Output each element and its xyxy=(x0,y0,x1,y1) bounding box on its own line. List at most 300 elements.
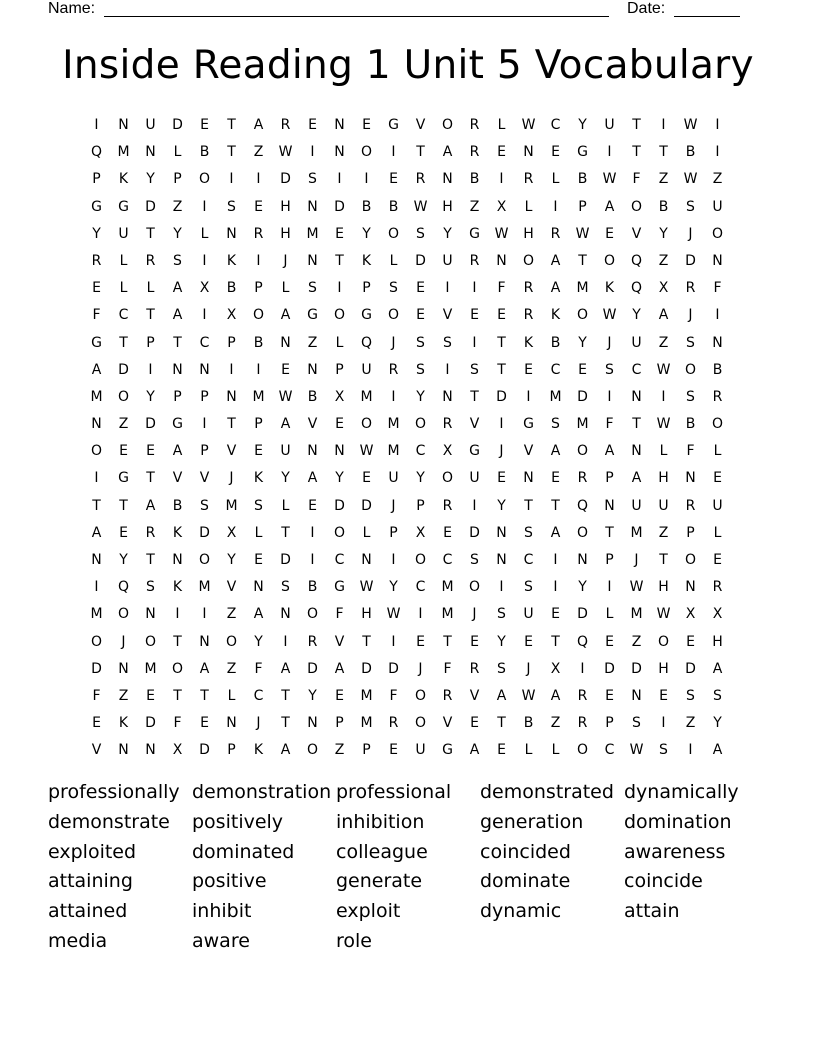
grid-letter[interactable]: I xyxy=(607,388,612,405)
grid-letter[interactable]: S xyxy=(416,361,425,378)
grid-letter[interactable]: V xyxy=(226,579,237,596)
grid-letter[interactable]: E xyxy=(605,225,614,242)
grid-letter[interactable]: A xyxy=(631,470,642,487)
grid-letter[interactable]: R xyxy=(577,715,588,732)
grid-letter[interactable]: W xyxy=(656,606,671,623)
grid-letter[interactable]: A xyxy=(550,524,561,541)
grid-letter[interactable]: R xyxy=(523,280,534,297)
grid-letter[interactable]: P xyxy=(416,497,425,514)
grid-letter[interactable]: T xyxy=(119,334,128,351)
grid-letter[interactable]: V xyxy=(307,416,318,433)
grid-letter[interactable]: X xyxy=(334,388,345,405)
grid-letter[interactable]: G xyxy=(172,416,183,433)
grid-letter[interactable]: Q xyxy=(576,633,589,650)
grid-letter[interactable]: B xyxy=(658,198,669,215)
grid-letter[interactable]: E xyxy=(524,361,533,378)
grid-letter[interactable]: F xyxy=(92,687,101,704)
grid-letter[interactable]: R xyxy=(145,524,156,541)
grid-letter[interactable]: S xyxy=(713,687,722,704)
grid-letter[interactable]: K xyxy=(172,579,183,596)
grid-letter[interactable]: U xyxy=(442,252,453,269)
grid-letter[interactable]: W xyxy=(521,117,536,133)
grid-letter[interactable]: A xyxy=(550,687,561,704)
grid-letter[interactable]: R xyxy=(469,252,480,269)
grid-letter[interactable]: E xyxy=(551,144,560,161)
grid-letter[interactable]: A xyxy=(712,742,723,759)
grid-letter[interactable]: A xyxy=(334,660,345,677)
grid-letter[interactable]: T xyxy=(92,497,101,514)
grid-letter[interactable]: U xyxy=(631,334,642,351)
grid-letter[interactable]: T xyxy=(281,687,290,704)
grid-letter[interactable]: I xyxy=(499,171,504,188)
grid-letter[interactable]: F xyxy=(173,715,182,732)
grid-letter[interactable]: O xyxy=(198,171,211,188)
grid-letter[interactable]: Z xyxy=(334,742,345,759)
grid-letter[interactable]: O xyxy=(252,307,265,324)
grid-letter[interactable]: O xyxy=(198,552,211,568)
grid-letter[interactable]: R xyxy=(469,144,480,161)
grid-letter[interactable]: D xyxy=(172,117,183,133)
grid-letter[interactable]: D xyxy=(361,497,372,514)
grid-letter[interactable]: N xyxy=(361,552,372,568)
grid-letter[interactable]: F xyxy=(497,280,506,297)
grid-letter[interactable]: I xyxy=(364,171,369,188)
grid-letter[interactable]: T xyxy=(416,144,425,161)
grid-letter[interactable]: Y xyxy=(443,225,452,242)
grid-letter[interactable]: L xyxy=(605,606,614,623)
grid-letter[interactable]: D xyxy=(199,524,210,541)
grid-letter[interactable]: D xyxy=(334,497,345,514)
grid-letter[interactable]: I xyxy=(310,144,315,161)
grid-letter[interactable]: G xyxy=(523,416,534,433)
grid-letter[interactable]: N xyxy=(280,334,291,351)
grid-letter[interactable]: Z xyxy=(658,334,669,351)
grid-letter[interactable]: N xyxy=(199,361,210,378)
grid-letter[interactable]: P xyxy=(254,416,263,433)
grid-letter[interactable]: N xyxy=(145,144,156,161)
grid-letter[interactable]: C xyxy=(604,742,615,759)
grid-letter[interactable]: R xyxy=(415,171,426,188)
grid-letter[interactable]: V xyxy=(91,742,102,759)
grid-letter[interactable]: N xyxy=(172,361,183,378)
grid-letter[interactable]: S xyxy=(200,497,209,514)
grid-letter[interactable]: E xyxy=(146,687,155,704)
grid-letter[interactable]: I xyxy=(391,388,396,405)
grid-letter[interactable]: B xyxy=(199,144,210,161)
grid-letter[interactable]: N xyxy=(199,633,210,650)
grid-letter[interactable]: U xyxy=(388,470,399,487)
grid-letter[interactable]: E xyxy=(470,633,479,650)
grid-letter[interactable]: C xyxy=(550,361,561,378)
grid-letter[interactable]: E xyxy=(308,497,317,514)
grid-letter[interactable]: E xyxy=(470,715,479,732)
grid-letter[interactable]: M xyxy=(549,388,562,405)
grid-letter[interactable]: I xyxy=(94,579,99,596)
grid-letter[interactable]: T xyxy=(119,497,128,514)
grid-letter[interactable]: X xyxy=(226,524,237,541)
grid-letter[interactable]: I xyxy=(526,388,531,405)
grid-letter[interactable]: V xyxy=(172,470,183,487)
grid-letter[interactable]: N xyxy=(253,579,264,596)
grid-letter[interactable]: Y xyxy=(416,388,425,405)
grid-letter[interactable]: H xyxy=(658,660,669,677)
grid-letter[interactable]: M xyxy=(90,388,103,405)
grid-letter[interactable]: N xyxy=(712,252,723,269)
grid-letter[interactable]: J xyxy=(634,552,639,568)
grid-letter[interactable]: H xyxy=(658,470,669,487)
grid-letter[interactable]: E xyxy=(335,416,344,433)
grid-letter[interactable]: Z xyxy=(658,252,669,269)
grid-letter[interactable]: E xyxy=(605,687,614,704)
grid-letter[interactable]: S xyxy=(146,579,155,596)
grid-letter[interactable]: Y xyxy=(362,225,371,242)
grid-letter[interactable]: I xyxy=(310,524,315,541)
grid-letter[interactable]: P xyxy=(200,388,209,405)
grid-letter[interactable]: Y xyxy=(335,470,344,487)
grid-letter[interactable]: G xyxy=(118,198,129,215)
grid-letter[interactable]: W xyxy=(683,171,698,188)
grid-letter[interactable]: E xyxy=(416,280,425,297)
grid-letter[interactable]: H xyxy=(523,225,534,242)
grid-letter[interactable]: B xyxy=(550,334,561,351)
grid-letter[interactable]: T xyxy=(281,524,290,541)
grid-letter[interactable]: I xyxy=(607,144,612,161)
grid-letter[interactable]: R xyxy=(577,687,588,704)
grid-letter[interactable]: V xyxy=(523,443,534,460)
grid-letter[interactable]: N xyxy=(280,606,291,623)
grid-letter[interactable]: A xyxy=(469,742,480,759)
grid-letter[interactable]: I xyxy=(391,633,396,650)
grid-letter[interactable]: I xyxy=(553,552,558,568)
grid-letter[interactable]: W xyxy=(494,225,509,242)
grid-letter[interactable]: P xyxy=(146,334,155,351)
grid-letter[interactable]: I xyxy=(256,252,261,269)
grid-letter[interactable]: M xyxy=(306,225,319,242)
grid-letter[interactable]: X xyxy=(199,280,210,297)
grid-letter[interactable]: I xyxy=(94,117,99,133)
grid-letter[interactable]: L xyxy=(524,198,533,215)
grid-letter[interactable]: I xyxy=(499,579,504,596)
grid-letter[interactable]: A xyxy=(280,660,291,677)
grid-letter[interactable]: M xyxy=(360,388,373,405)
grid-letter[interactable]: A xyxy=(280,742,291,759)
grid-letter[interactable]: X xyxy=(685,606,696,623)
grid-letter[interactable]: S xyxy=(632,715,641,732)
grid-letter[interactable]: A xyxy=(442,144,453,161)
grid-letter[interactable]: N xyxy=(91,552,102,568)
grid-letter[interactable]: D xyxy=(280,171,291,188)
grid-letter[interactable]: D xyxy=(280,552,291,568)
grid-letter[interactable]: N xyxy=(334,443,345,460)
grid-letter[interactable]: G xyxy=(469,225,480,242)
grid-letter[interactable]: H xyxy=(280,225,291,242)
grid-letter[interactable]: W xyxy=(386,606,401,623)
grid-letter[interactable]: M xyxy=(387,443,400,460)
grid-letter[interactable]: I xyxy=(229,171,234,188)
grid-letter[interactable]: L xyxy=(200,225,209,242)
grid-letter[interactable]: U xyxy=(118,225,129,242)
grid-letter[interactable]: A xyxy=(604,198,615,215)
grid-letter[interactable]: T xyxy=(524,497,533,514)
grid-letter[interactable]: S xyxy=(551,416,560,433)
grid-letter[interactable]: R xyxy=(550,225,561,242)
grid-letter[interactable]: S xyxy=(281,579,290,596)
grid-letter[interactable]: T xyxy=(578,252,587,269)
grid-letter[interactable]: L xyxy=(659,443,668,460)
grid-letter[interactable]: N xyxy=(226,388,237,405)
grid-letter[interactable]: S xyxy=(443,334,452,351)
grid-letter[interactable]: N xyxy=(496,524,507,541)
grid-letter[interactable]: Q xyxy=(360,334,373,351)
grid-letter[interactable]: C xyxy=(415,443,426,460)
grid-letter[interactable]: D xyxy=(685,252,696,269)
grid-letter[interactable]: N xyxy=(631,687,642,704)
grid-letter[interactable]: Z xyxy=(226,606,237,623)
grid-letter[interactable]: J xyxy=(229,470,234,487)
grid-letter[interactable]: I xyxy=(472,280,477,297)
grid-letter[interactable]: G xyxy=(388,117,399,133)
grid-letter[interactable]: S xyxy=(470,361,479,378)
grid-letter[interactable]: K xyxy=(118,171,129,188)
grid-letter[interactable]: Z xyxy=(550,715,561,732)
grid-letter[interactable]: O xyxy=(225,633,238,650)
grid-letter[interactable]: K xyxy=(361,252,372,269)
grid-letter[interactable]: O xyxy=(414,416,427,433)
grid-letter[interactable]: N xyxy=(631,443,642,460)
grid-letter[interactable]: T xyxy=(605,524,614,541)
grid-letter[interactable]: S xyxy=(524,579,533,596)
grid-letter[interactable]: N xyxy=(307,715,318,732)
grid-letter[interactable]: A xyxy=(172,307,183,324)
grid-letter[interactable]: S xyxy=(686,334,695,351)
grid-letter[interactable]: T xyxy=(362,633,371,650)
grid-letter[interactable]: R xyxy=(469,117,480,133)
grid-letter[interactable]: N xyxy=(604,497,615,514)
grid-letter[interactable]: E xyxy=(362,470,371,487)
grid-letter[interactable]: X xyxy=(712,606,723,623)
grid-letter[interactable]: W xyxy=(278,144,293,161)
grid-letter[interactable]: A xyxy=(496,687,507,704)
grid-letter[interactable]: E xyxy=(659,687,668,704)
grid-letter[interactable]: N xyxy=(523,144,534,161)
grid-letter[interactable]: L xyxy=(551,742,560,759)
grid-letter[interactable]: W xyxy=(359,443,374,460)
grid-letter[interactable]: I xyxy=(580,660,585,677)
grid-letter[interactable]: E xyxy=(551,606,560,623)
grid-letter[interactable]: I xyxy=(175,606,180,623)
grid-letter[interactable]: J xyxy=(418,660,423,677)
grid-letter[interactable]: Z xyxy=(631,633,642,650)
grid-letter[interactable]: L xyxy=(713,524,722,541)
grid-letter[interactable]: X xyxy=(658,280,669,297)
grid-letter[interactable]: W xyxy=(683,117,698,133)
grid-letter[interactable]: W xyxy=(278,388,293,405)
grid-letter[interactable]: M xyxy=(576,280,589,297)
grid-letter[interactable]: I xyxy=(445,361,450,378)
grid-letter[interactable]: I xyxy=(553,198,558,215)
grid-letter[interactable]: O xyxy=(630,198,643,215)
grid-letter[interactable]: K xyxy=(253,470,264,487)
grid-letter[interactable]: T xyxy=(146,470,155,487)
grid-letter[interactable]: L xyxy=(497,117,506,133)
grid-letter[interactable]: D xyxy=(145,198,156,215)
grid-letter[interactable]: D xyxy=(685,660,696,677)
grid-letter[interactable]: Z xyxy=(118,416,129,433)
grid-letter[interactable]: S xyxy=(524,524,533,541)
grid-letter[interactable]: I xyxy=(445,280,450,297)
grid-letter[interactable]: E xyxy=(497,470,506,487)
grid-letter[interactable]: B xyxy=(226,280,237,297)
grid-letter[interactable]: S xyxy=(686,687,695,704)
grid-letter[interactable]: A xyxy=(172,443,183,460)
grid-letter[interactable]: O xyxy=(333,307,346,324)
grid-letter[interactable]: B xyxy=(523,715,534,732)
grid-letter[interactable]: R xyxy=(442,497,453,514)
grid-letter[interactable]: O xyxy=(171,660,184,677)
grid-letter[interactable]: B xyxy=(577,171,588,188)
grid-letter[interactable]: E xyxy=(119,443,128,460)
grid-letter[interactable]: O xyxy=(711,416,724,433)
grid-letter[interactable]: L xyxy=(335,334,344,351)
grid-letter[interactable]: P xyxy=(227,742,236,759)
grid-letter[interactable]: N xyxy=(307,198,318,215)
grid-letter[interactable]: J xyxy=(526,660,531,677)
grid-letter[interactable]: C xyxy=(442,552,453,568)
grid-letter[interactable]: R xyxy=(442,687,453,704)
grid-letter[interactable]: N xyxy=(496,252,507,269)
grid-letter[interactable]: C xyxy=(334,552,345,568)
grid-letter[interactable]: Y xyxy=(254,633,263,650)
grid-letter[interactable]: U xyxy=(469,470,480,487)
grid-letter[interactable]: D xyxy=(577,388,588,405)
grid-letter[interactable]: Z xyxy=(658,524,669,541)
grid-letter[interactable]: E xyxy=(389,742,398,759)
grid-letter[interactable]: U xyxy=(604,117,615,133)
grid-letter[interactable]: T xyxy=(659,144,668,161)
grid-letter[interactable]: V xyxy=(334,633,345,650)
grid-letter[interactable]: O xyxy=(576,307,589,324)
grid-letter[interactable]: L xyxy=(227,687,236,704)
grid-letter[interactable]: P xyxy=(200,443,209,460)
grid-letter[interactable]: L xyxy=(119,252,128,269)
grid-letter[interactable]: R xyxy=(469,660,480,677)
grid-letter[interactable]: H xyxy=(658,579,669,596)
grid-letter[interactable]: P xyxy=(362,280,371,297)
grid-letter[interactable]: I xyxy=(202,416,207,433)
grid-letter[interactable]: T xyxy=(632,117,641,133)
grid-letter[interactable]: M xyxy=(630,606,643,623)
grid-letter[interactable]: O xyxy=(414,715,427,732)
grid-letter[interactable]: N xyxy=(442,171,453,188)
grid-letter[interactable]: E xyxy=(254,198,263,215)
grid-letter[interactable]: R xyxy=(145,252,156,269)
grid-letter[interactable]: U xyxy=(658,497,669,514)
grid-letter[interactable]: B xyxy=(712,361,723,378)
grid-letter[interactable]: B xyxy=(685,416,696,433)
grid-letter[interactable]: O xyxy=(90,443,103,460)
grid-letter[interactable]: E xyxy=(470,307,479,324)
grid-letter[interactable]: O xyxy=(414,687,427,704)
grid-letter[interactable]: W xyxy=(413,198,428,215)
grid-letter[interactable]: E xyxy=(362,117,371,133)
grid-letter[interactable]: Y xyxy=(308,687,317,704)
grid-letter[interactable]: M xyxy=(441,606,454,623)
grid-letter[interactable]: E xyxy=(524,633,533,650)
grid-letter[interactable]: G xyxy=(334,579,345,596)
grid-letter[interactable]: H xyxy=(361,606,372,623)
grid-letter[interactable]: L xyxy=(146,280,155,297)
grid-letter[interactable]: E xyxy=(497,742,506,759)
grid-letter[interactable]: G xyxy=(307,307,318,324)
grid-letter[interactable]: P xyxy=(578,198,587,215)
grid-letter[interactable]: A xyxy=(550,443,561,460)
grid-letter[interactable]: L xyxy=(119,280,128,297)
grid-letter[interactable]: G xyxy=(442,742,453,759)
grid-letter[interactable]: O xyxy=(414,552,427,568)
grid-letter[interactable]: N xyxy=(442,388,453,405)
grid-letter[interactable]: Y xyxy=(119,552,128,568)
grid-letter[interactable]: Z xyxy=(172,198,183,215)
grid-letter[interactable]: L xyxy=(281,497,290,514)
grid-letter[interactable]: I xyxy=(283,633,288,650)
grid-letter[interactable]: Z xyxy=(253,144,264,161)
grid-letter[interactable]: Y xyxy=(497,497,506,514)
grid-letter[interactable]: G xyxy=(469,443,480,460)
grid-letter[interactable]: T xyxy=(146,307,155,324)
name-blank-line[interactable] xyxy=(104,16,609,17)
grid-letter[interactable]: E xyxy=(686,633,695,650)
grid-letter[interactable]: M xyxy=(360,715,373,732)
grid-letter[interactable]: K xyxy=(550,307,561,324)
grid-letter[interactable]: O xyxy=(387,307,400,324)
grid-letter[interactable]: K xyxy=(253,742,264,759)
grid-letter[interactable]: P xyxy=(389,524,398,541)
grid-letter[interactable]: P xyxy=(335,361,344,378)
grid-letter[interactable]: K xyxy=(523,334,534,351)
grid-letter[interactable]: S xyxy=(659,742,668,759)
grid-letter[interactable]: N xyxy=(631,388,642,405)
grid-letter[interactable]: J xyxy=(688,307,693,324)
grid-letter[interactable]: B xyxy=(469,171,480,188)
grid-letter[interactable]: V xyxy=(469,687,480,704)
grid-letter[interactable]: A xyxy=(91,524,102,541)
grid-letter[interactable]: B xyxy=(685,144,696,161)
grid-letter[interactable]: G xyxy=(577,144,588,161)
grid-letter[interactable]: I xyxy=(607,579,612,596)
grid-letter[interactable]: O xyxy=(360,416,373,433)
grid-letter[interactable]: W xyxy=(602,171,617,188)
grid-letter[interactable]: D xyxy=(199,742,210,759)
grid-letter[interactable]: S xyxy=(227,198,236,215)
grid-letter[interactable]: O xyxy=(603,252,616,269)
grid-letter[interactable]: N xyxy=(91,416,102,433)
grid-letter[interactable]: O xyxy=(306,742,319,759)
grid-letter[interactable]: O xyxy=(576,742,589,759)
grid-letter[interactable]: I xyxy=(256,171,261,188)
grid-letter[interactable]: E xyxy=(92,280,101,297)
grid-letter[interactable]: F xyxy=(254,660,263,677)
grid-letter[interactable]: O xyxy=(684,552,697,568)
grid-letter[interactable]: G xyxy=(91,334,102,351)
grid-letter[interactable]: S xyxy=(686,198,695,215)
grid-letter[interactable]: O xyxy=(441,117,454,133)
grid-letter[interactable]: A xyxy=(658,307,669,324)
grid-letter[interactable]: Y xyxy=(578,117,587,133)
grid-letter[interactable]: I xyxy=(229,361,234,378)
grid-letter[interactable]: N xyxy=(577,552,588,568)
grid-letter[interactable]: B xyxy=(361,198,372,215)
grid-letter[interactable]: M xyxy=(387,416,400,433)
